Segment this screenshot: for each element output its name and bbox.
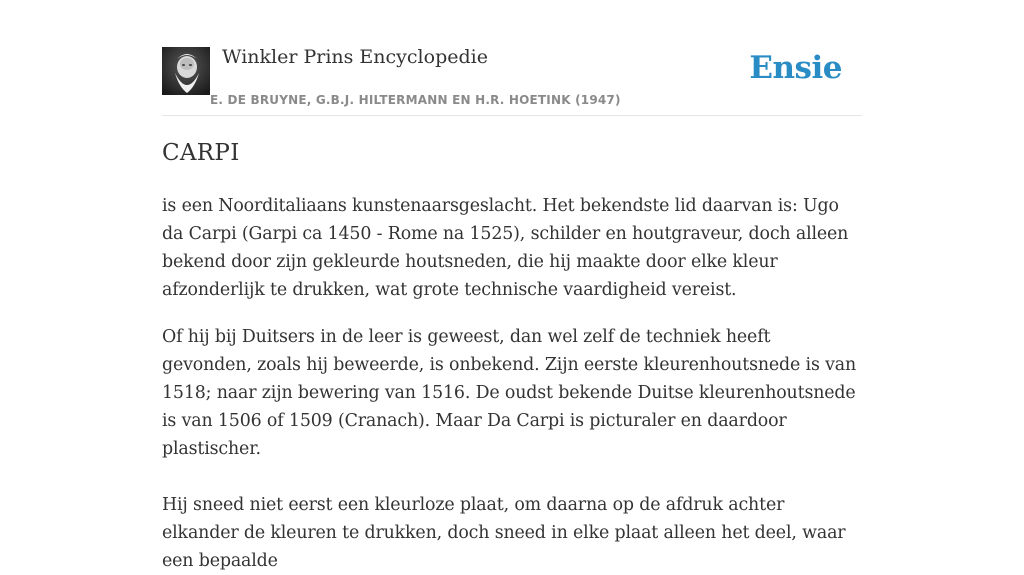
entry-paragraph-2: Of hij bij Duitsers in de leer is geweest, dan wel zelf de techniek heeft gevonden, zoals hij beweerde, is onbekend. Zijn eerste kleurenhoutsnede is van 1518; naar zijn bewering van 1516. De oudst bekende Duitse kleurenhoutsnede is van 1506 of 1509 (Cranach). Maar Da Carpi is picturaler en daardoor plastischer. — [162, 327, 857, 459]
entry-body — [162, 192, 862, 575]
page-container — [162, 0, 862, 571]
entry-paragraph-3: Hij sneed niet eerst een kleurloze plaat, om daarna op de afdruk achter elkander de kleuren te drukken, doch sneed in elke plaat alleen het deel, waar een bepaalde — [162, 495, 846, 571]
ensie-logo[interactable]: Ensie — [749, 50, 842, 86]
source-header — [162, 0, 862, 116]
entry-title: CARPI — [162, 140, 240, 166]
source-title[interactable]: Winkler Prins Encyclopedie — [222, 46, 488, 68]
portrait-photo-icon — [162, 47, 210, 95]
source-authors: E. DE BRUYNE, G.B.J. HILTERMANN EN H.R. HOETINK (1947) — [210, 93, 621, 107]
avatar[interactable] — [162, 47, 210, 95]
entry-paragraph-1: is een Noorditaliaans kunstenaarsgeslacht. Het bekendste lid daarvan is: Ugo da Carpi (Garpi ca 1450 - Rome na 1525), schilder en houtgraveur, doch alleen bekend door zijn gekleurde houtsneden, die hij maakte door elke kleur afzonderlijk te drukken, wat grote technische vaardigheid vereist. — [162, 196, 849, 300]
